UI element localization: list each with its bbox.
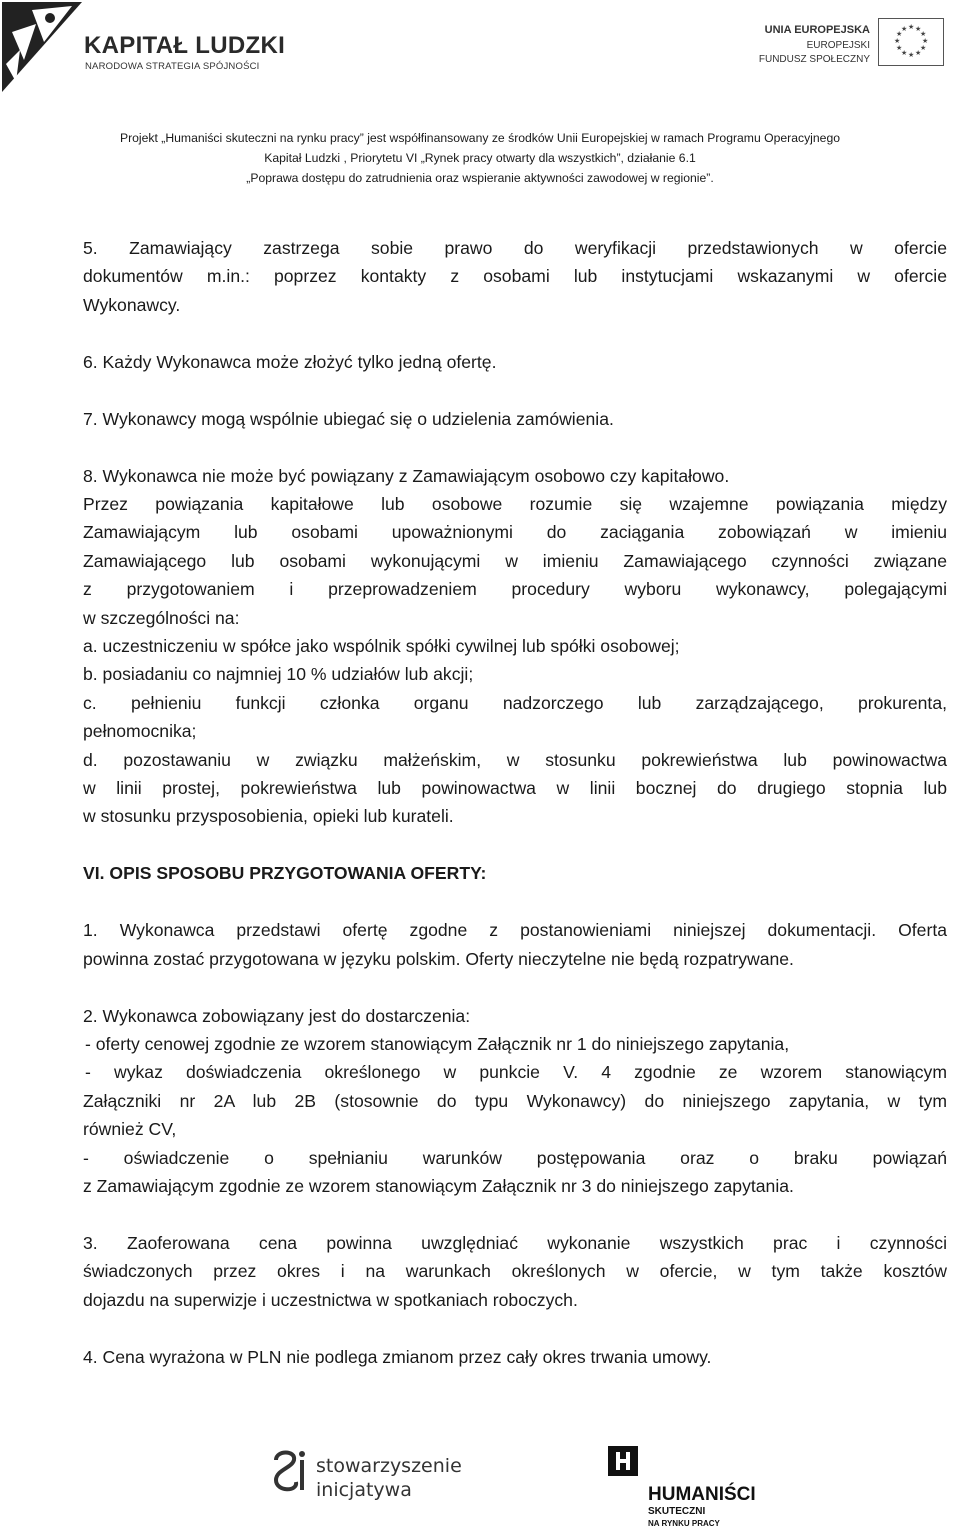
eu-logo-line2: EUROPEJSKI [806,40,870,51]
section-item-2-dash-line: z Zamawiającym zgodnie ze wzorem stanowiącym Załącznik nr 3 do niniejszego zapytania. [83,1175,794,1196]
list-item-d-line: w stosunku przysposobienia, opieki lub kurateli. [83,806,454,827]
humanisci-logo-line3: NA RYNKU PRACY [648,1519,720,1528]
section-item-3-line: świadczonych przez okres i na warunkach określonych w ofercie, w tym także kosztów [83,1261,947,1282]
project-funding-note [0,128,960,188]
paragraph-7: 7. Wykonawcy mogą wspólnie ubiegać się o udzielenia zamówienia. [83,408,614,429]
section-item-2-dash-line: Załączniki nr 2A lub 2B (stosownie do typu Wykonawcy) do niniejszego zapytania, w tym [83,1090,947,1111]
paragraph-8: 8. Wykonawca nie może być powiązany z Zamawiającym osobowo czy kapitałowo. [83,465,730,486]
svg-text:★: ★ [908,23,915,31]
kapital-ludzki-logo [2,2,292,94]
section-item-2-dash: - oświadczenie o spełnianiu warunków postępowania oraz o braku powiązań [83,1147,947,1168]
list-item-d-line: d. pozostawaniu w związku małżeńskim, w stosunku pokrewieństwa lub powinowactwa [83,749,947,770]
paragraph-6: 6. Każdy Wykonawca może złożyć tylko jedną ofertę. [83,351,497,372]
section-heading: VI. OPIS SPOSOBU PRZYGOTOWANIA OFERTY: [83,863,487,884]
eu-flag-icon [878,18,944,66]
paragraph-5-line: Wykonawcy. [83,294,181,315]
list-item-c-line: pełnomocnika; [83,721,197,742]
humanisci-h-icon [608,1446,638,1476]
section-item-4: 4. Cena wyrażona w PLN nie podlega zmianom przez cały okres trwania umowy. [83,1346,712,1367]
list-item-d-line: w linii prostej, pokrewieństwa lub powinowactwa w linii bocznej do drugiego stopnia lub [83,778,947,798]
paragraph-8-line: w szczególności na: [83,607,240,628]
svg-text:★: ★ [922,37,929,45]
svg-text:★: ★ [896,30,903,38]
paragraph-5-line: 5. Zamawiający zastrzega sobie prawo do weryfikacji przedstawionych w ofercie [83,238,947,258]
section-item-1-line: 1. Wykonawca przedstawi ofertę zgodne z postanowieniami niniejszej dokumentacji. Oferta [83,920,947,941]
svg-text:★: ★ [901,49,908,57]
section-item-2-dash: - oferty cenowej zgodnie ze wzorem stanowiącym Załącznik nr 1 do niniejszego zapytania, [85,1033,790,1054]
svg-text:★: ★ [915,25,922,33]
svg-text:★: ★ [894,37,901,45]
section-item-2-dash-line: również CV, [83,1119,177,1140]
si-logo-line1: stowarzyszenie [316,1455,462,1477]
project-line: „Poprawa dostępu do zatrudnienia oraz wspieranie aktywności zawodowej w regionie”. [246,171,714,185]
kapital-ludzki-emblem-icon [2,2,82,92]
list-item-b: b. posiadaniu co najmniej 10 % udziałów lub akcji; [83,664,474,685]
list-item-a: a. uczestniczeniu w spółce jako wspólnik spółki cywilnej lub spółki osobowej; [83,635,680,656]
svg-text:★: ★ [920,30,927,38]
paragraph-8-line: Przez powiązania kapitałowe lub osobowe rozumie się wzajemne powiązania między [83,493,947,514]
section-item-3-line: dojazdu na superwizje i uczestnictwa w spotkaniach roboczych. [83,1289,578,1310]
svg-text:★: ★ [901,25,908,33]
eu-logo-line1: UNIA EUROPEJSKA [764,24,870,36]
svg-text:★: ★ [908,51,915,59]
svg-text:★: ★ [896,44,903,52]
humanisci-logo [608,1446,778,1530]
svg-text:★: ★ [920,44,927,52]
section-item-1-line: powinna zostać przygotowana w języku polskim. Oferty nieczytelne nie będą rozpatrywane. [83,948,794,969]
section-item-2-dash: - wykaz doświadczenia określonego w punkcie V. 4 zgodnie ze wzorem stanowiącym [85,1062,947,1083]
paragraph-8-line: Zamawiającym lub osobami upoważnionymi do zaciągania zobowiązań w imieniu [83,522,947,543]
humanisci-logo-line2: SKUTECZNI [648,1506,706,1517]
si-monogram-icon [276,1451,305,1490]
section-item-3-line: 3. Zaoferowana cena powinna uwzględniać wykonanie wszystkich prac i czynności [83,1232,947,1253]
kapital-ludzki-subtitle: NARODOWA STRATEGIA SPÓJNOŚCI [85,61,260,72]
eu-logo [750,14,950,78]
section-item-2-intro: 2. Wykonawca zobowiązany jest do dostarczenia: [83,1005,471,1026]
si-logo-line2: inicjatywa [316,1479,412,1501]
eu-logo-line3: FUNDUSZ SPOŁECZNY [758,54,870,65]
document-body [83,234,947,1371]
paragraph-8-line: z przygotowaniem i przeprowadzeniem procedury wyboru wykonawcy, polegającymi [83,579,947,600]
list-item-c-line: c. pełnieniu funkcji członka organu nadzorczego lub zarządzającego, prokurenta, [83,692,947,713]
project-line: Projekt „Humaniści skuteczni na rynku pracy” jest współfinansowany ze środków Unii Europejskiej w ramach Programu Operacyjnego [119,131,841,145]
stowarzyszenie-inicjatywa-logo [268,1446,468,1510]
svg-text:★: ★ [915,49,922,57]
paragraph-8-line: Zamawiającego lub osobami wykonującymi w imieniu Zamawiającego czynności związane [83,550,947,571]
kapital-ludzki-title: KAPITAŁ LUDZKI [84,32,286,59]
project-line: Kapitał Ludzki , Priorytetu VI „Rynek pracy otwarty dla wszystkich”, działanie 6.1 [264,151,696,165]
humanisci-logo-line1: HUMANIŚCI [648,1484,756,1505]
paragraph-5-line: dokumentów m.in.: poprzez kontakty z osobami lub instytucjami wskazanymi w ofercie [83,266,947,287]
